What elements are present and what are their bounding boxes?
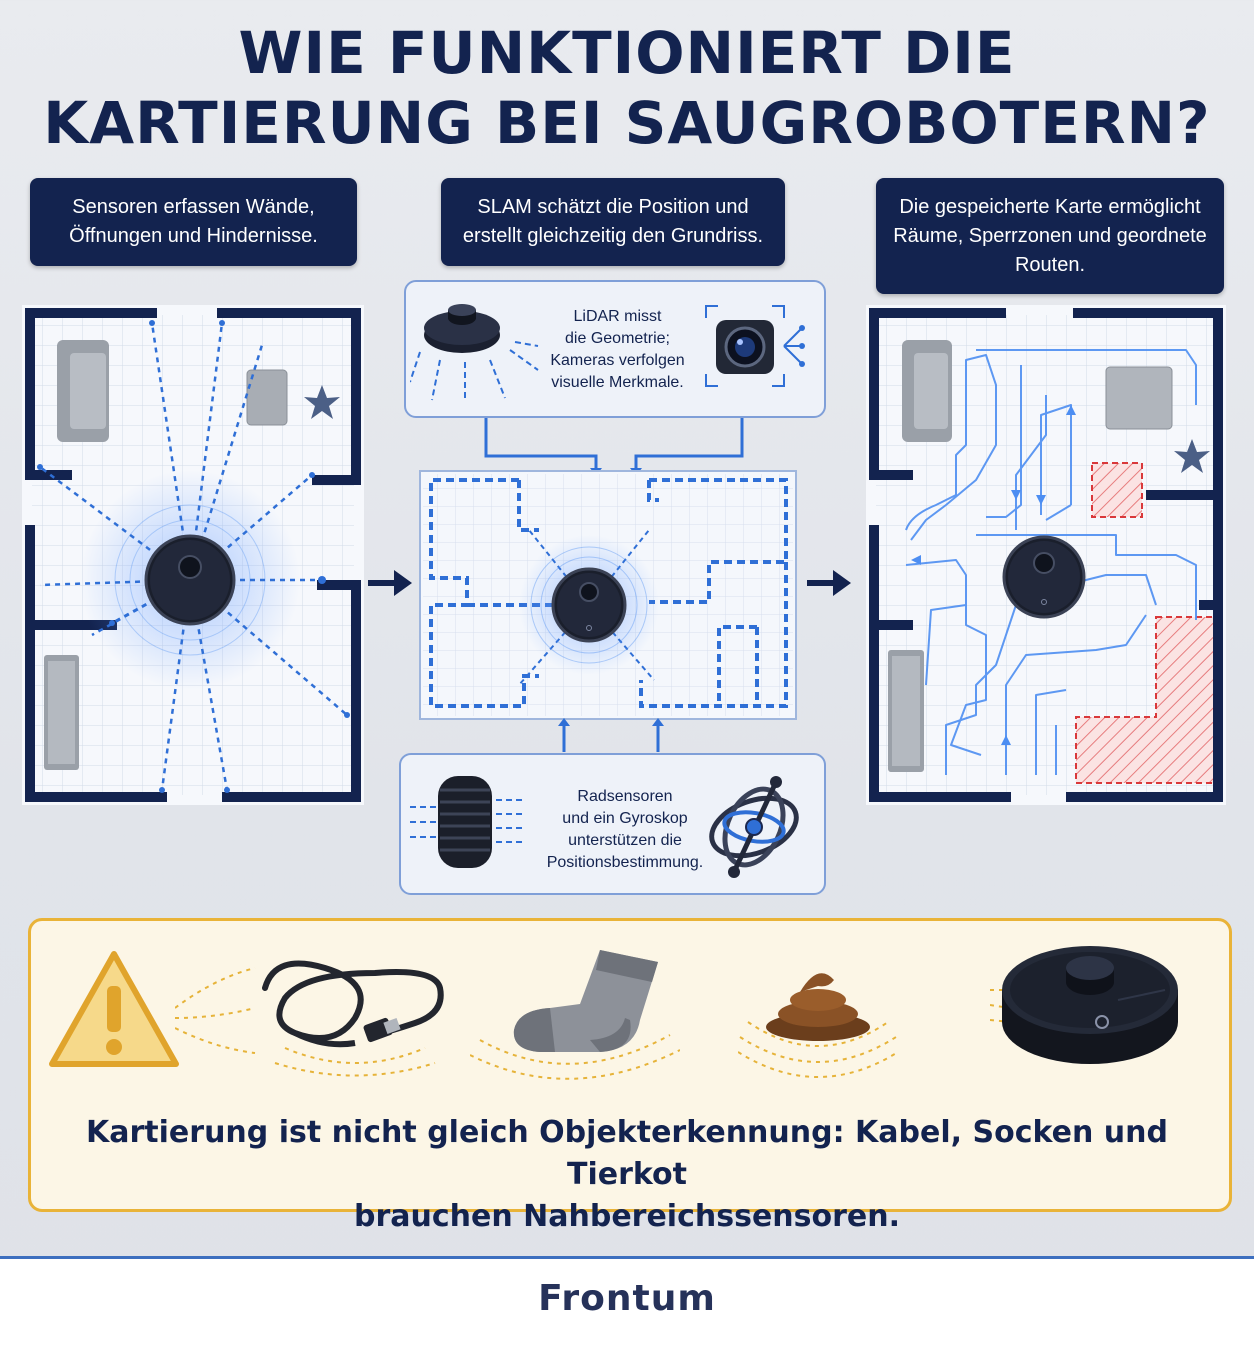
sensor-scan-floorplan	[22, 305, 364, 805]
sofa-icon	[57, 340, 109, 442]
step-2-label	[441, 178, 785, 266]
step-2-line-2: erstellt gleichzeitig den Grundriss.	[462, 225, 764, 247]
odometry-line-1: Radsensoren	[577, 788, 673, 805]
warning-text	[40, 1112, 1214, 1238]
step-2-line-1: SLAM schätzt die Position und	[477, 196, 749, 218]
robot-vacuum-icon	[146, 536, 234, 624]
camera-icon	[702, 302, 812, 394]
sock-icon	[470, 940, 680, 1080]
warning-line-2: brauchen Nahbereichssensoren.	[353, 1199, 901, 1234]
title-line-1: WIE FUNKTIONIERT DIE	[238, 19, 1016, 87]
title-line-2: KARTIERUNG BEI SAUGROBOTERN?	[43, 89, 1211, 157]
odometry-line-4: Positionsbestimmung.	[546, 854, 704, 871]
robot-vacuum-icon	[553, 569, 625, 641]
cable-icon	[175, 938, 465, 1078]
page-title	[0, 18, 1254, 158]
step-3-label	[876, 178, 1224, 294]
cabinet-icon	[44, 655, 79, 770]
brand-logo	[0, 1278, 1254, 1319]
robot-vacuum-icon	[990, 930, 1185, 1075]
step-1-line-2: Öffnungen und Hindernisse.	[69, 225, 318, 247]
odometry-text	[540, 786, 710, 874]
step-3-line-3: Routen.	[1014, 253, 1086, 276]
lidar-line-2: die Geometrie;	[565, 330, 670, 347]
arrow-right-icon	[805, 566, 855, 600]
sofa-icon	[902, 340, 952, 442]
gyroscope-icon	[704, 772, 810, 880]
lidar-text	[540, 306, 695, 394]
route-floorplan	[866, 305, 1226, 805]
step-1-line-1: Sensoren erfassen Wände,	[72, 196, 315, 218]
step-3-line-2: Räume, Sperrzonen und geordnete	[893, 224, 1207, 247]
lidar-robot-icon	[410, 290, 540, 405]
odometry-connectors	[550, 716, 680, 756]
odometry-line-2: und ein Gyroskop	[562, 810, 688, 827]
warning-icon	[48, 948, 180, 1072]
arrow-right-icon	[366, 566, 416, 600]
step-3-line-1: Die gespeicherte Karte ermöglicht	[899, 195, 1201, 218]
slam-connectors	[480, 418, 750, 478]
lidar-line-3: Kameras verfolgen	[550, 352, 685, 369]
lidar-line-1: LiDAR misst	[573, 308, 662, 325]
step-1-label	[30, 178, 357, 266]
wheel-icon	[410, 772, 530, 872]
lidar-line-4: visuelle Merkmale.	[551, 374, 684, 391]
warning-line-1: Kartierung ist nicht gleich Objekterkennung: Kabel, Socken und Tierkot	[86, 1115, 1168, 1192]
brand-name: Frontum	[538, 1278, 716, 1319]
pet-waste-icon	[738, 952, 898, 1092]
table-icon	[1106, 367, 1172, 429]
slam-map	[419, 470, 797, 720]
robot-vacuum-icon	[1004, 537, 1084, 617]
odometry-line-3: unterstützen die	[568, 832, 682, 849]
cabinet-icon	[888, 650, 924, 772]
